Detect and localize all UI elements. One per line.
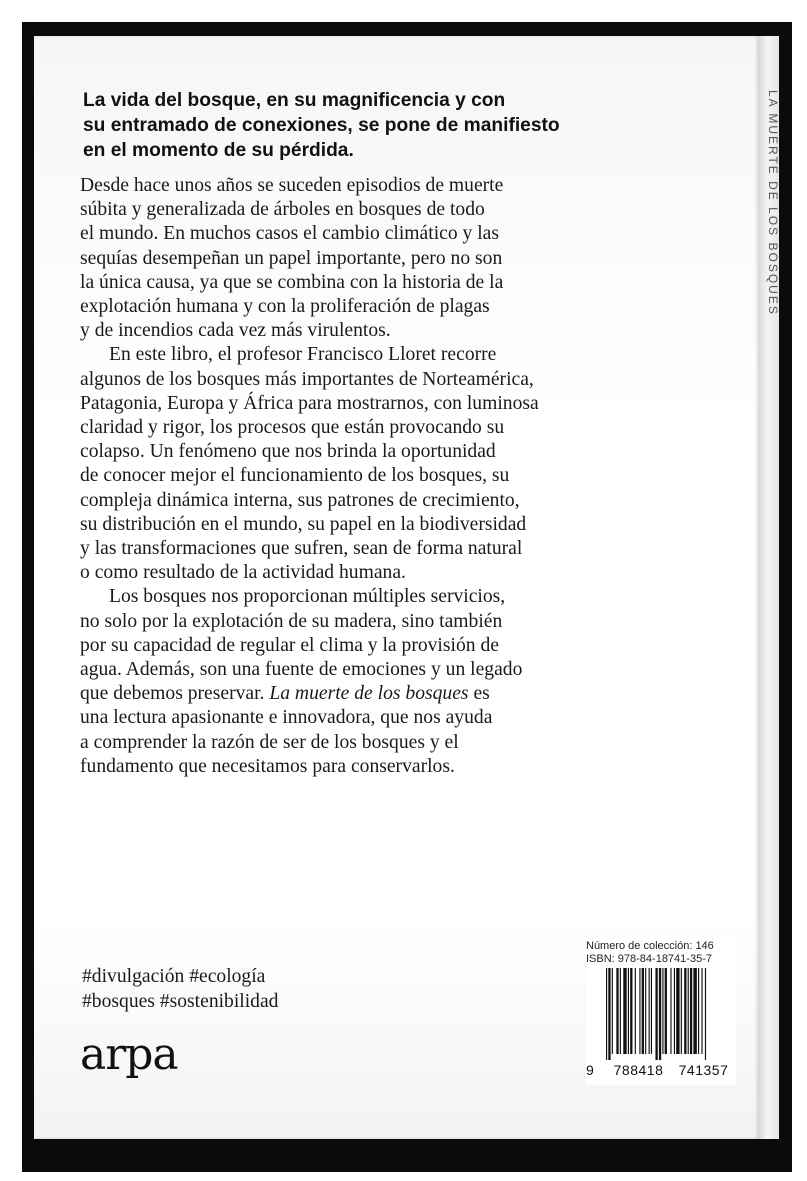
paragraph-1 bbox=[80, 174, 700, 343]
text-fragment: que debemos preservar. bbox=[80, 683, 265, 705]
barcode-bar bbox=[690, 968, 692, 1054]
paragraph-3 bbox=[80, 585, 700, 779]
barcode-bar bbox=[639, 968, 640, 1054]
text-line: y de incendios cada vez más virulentos. bbox=[80, 320, 391, 342]
text-line: Patagonia, Europa y África para mostrarnos, con luminosa bbox=[80, 392, 539, 414]
barcode-bar bbox=[681, 968, 682, 1054]
text-line: fundamento que necesitamos para conservarlos. bbox=[80, 755, 455, 777]
barcode-bar bbox=[670, 968, 671, 1054]
text-line: Desde hace unos años se suceden episodios de muerte bbox=[80, 175, 504, 196]
paragraph-2 bbox=[80, 343, 700, 585]
barcode-bar bbox=[674, 968, 675, 1054]
barcode-block bbox=[586, 940, 736, 1085]
tagline-line: en el momento de su pérdida. bbox=[83, 140, 354, 161]
barcode-bar bbox=[684, 968, 686, 1054]
spine-title: LA MUERTE DE LOS BOSQUES bbox=[766, 90, 780, 316]
hashtag-line: #bosques #sostenibilidad bbox=[82, 991, 279, 1012]
barcode-digit-group: 741357 bbox=[678, 1062, 729, 1078]
synopsis bbox=[80, 174, 700, 779]
text-line: claridad y rigor, los procesos que están provocando su bbox=[80, 417, 505, 439]
barcode-meta bbox=[586, 940, 736, 966]
collection-number: Número de colección: 146 bbox=[586, 940, 714, 952]
text-line: de conocer mejor el funcionamiento de los bosques, su bbox=[80, 465, 510, 487]
barcode-bar bbox=[701, 968, 702, 1054]
barcode-bar bbox=[620, 968, 621, 1054]
text-line: compleja dinámica interna, sus patrones de crecimiento, bbox=[80, 489, 520, 511]
barcode-bar bbox=[705, 968, 706, 1060]
text-line: colapso. Un fenómeno que nos brinda la oportunidad bbox=[80, 441, 496, 463]
barcode-bar bbox=[698, 968, 699, 1054]
text-line: por su capacidad de regular el clima y la provisión de bbox=[80, 634, 499, 656]
text-line: no solo por la explotación de su madera, sino también bbox=[80, 610, 503, 632]
tagline-line: La vida del bosque, en su magnificencia y con bbox=[83, 90, 506, 111]
text-line: su distribución en el mundo, su papel en la biodiversidad bbox=[80, 513, 527, 535]
tagline-line: su entramado de conexiones, se pone de manifiesto bbox=[83, 115, 560, 136]
barcode-bar bbox=[630, 968, 632, 1054]
barcode-bar bbox=[676, 968, 679, 1054]
barcode-bar bbox=[649, 968, 650, 1054]
tagline bbox=[83, 88, 663, 163]
hashtag-line: #divulgación #ecología bbox=[82, 966, 266, 987]
barcode-bar bbox=[665, 968, 667, 1054]
barcode-bar bbox=[612, 968, 613, 1054]
barcode-digit-group: 788418 bbox=[613, 1062, 664, 1078]
hashtags bbox=[82, 964, 278, 1014]
text-line: algunos de los bosques más importantes de Norteamérica, bbox=[80, 368, 534, 390]
text-line: a comprender la razón de ser de los bosques y el bbox=[80, 731, 459, 753]
barcode-bar bbox=[655, 968, 657, 1060]
text-line: agua. Además, son una fuente de emociones y un legado bbox=[80, 659, 523, 681]
barcode-icon bbox=[586, 968, 736, 1060]
text-line: En este libro, el profesor Francisco Lloret recorre bbox=[109, 344, 497, 366]
barcode-bar bbox=[616, 968, 618, 1054]
barcode-bar bbox=[659, 968, 661, 1060]
text-line: explotación humana y con la proliferación de plagas bbox=[80, 296, 490, 318]
barcode-digits bbox=[586, 1062, 736, 1078]
barcode-bar bbox=[623, 968, 626, 1054]
text-line: la única causa, ya que se combina con la historia de la bbox=[80, 271, 504, 293]
barcode-bar bbox=[645, 968, 646, 1054]
isbn-label: ISBN: 978-84-18741-35-7 bbox=[586, 953, 712, 965]
barcode-bar bbox=[608, 968, 610, 1060]
barcode-bar bbox=[635, 968, 636, 1054]
barcode-bar bbox=[628, 968, 629, 1054]
text-fragment: es bbox=[468, 683, 490, 705]
barcode-bar bbox=[688, 968, 689, 1054]
text-line: Los bosques nos proporcionan múltiples servicios, bbox=[109, 586, 506, 608]
barcode-bar bbox=[606, 968, 607, 1060]
text-line: o como resultado de la actividad humana. bbox=[80, 562, 406, 584]
text-line: súbita y generalizada de árboles en bosques de todo bbox=[80, 199, 485, 221]
text-line: y las transformaciones que sufren, sean de forma natural bbox=[80, 538, 523, 560]
text-line: sequías desempeñan un papel importante, pero no son bbox=[80, 247, 503, 269]
text-line: el mundo. En muchos casos el cambio climático y las bbox=[80, 223, 499, 245]
barcode-digit-lead: 9 bbox=[586, 1062, 594, 1078]
book-title-italic: La muerte de los bosques bbox=[269, 683, 469, 705]
barcode-bar bbox=[642, 968, 644, 1054]
barcode-bar bbox=[651, 968, 652, 1054]
text-line: una lectura apasionante e innovadora, que nos ayuda bbox=[80, 707, 493, 729]
barcode-bar bbox=[662, 968, 663, 1054]
publisher-logo: arpa bbox=[80, 1029, 178, 1080]
text-line bbox=[80, 682, 700, 706]
barcode-bar bbox=[693, 968, 696, 1054]
